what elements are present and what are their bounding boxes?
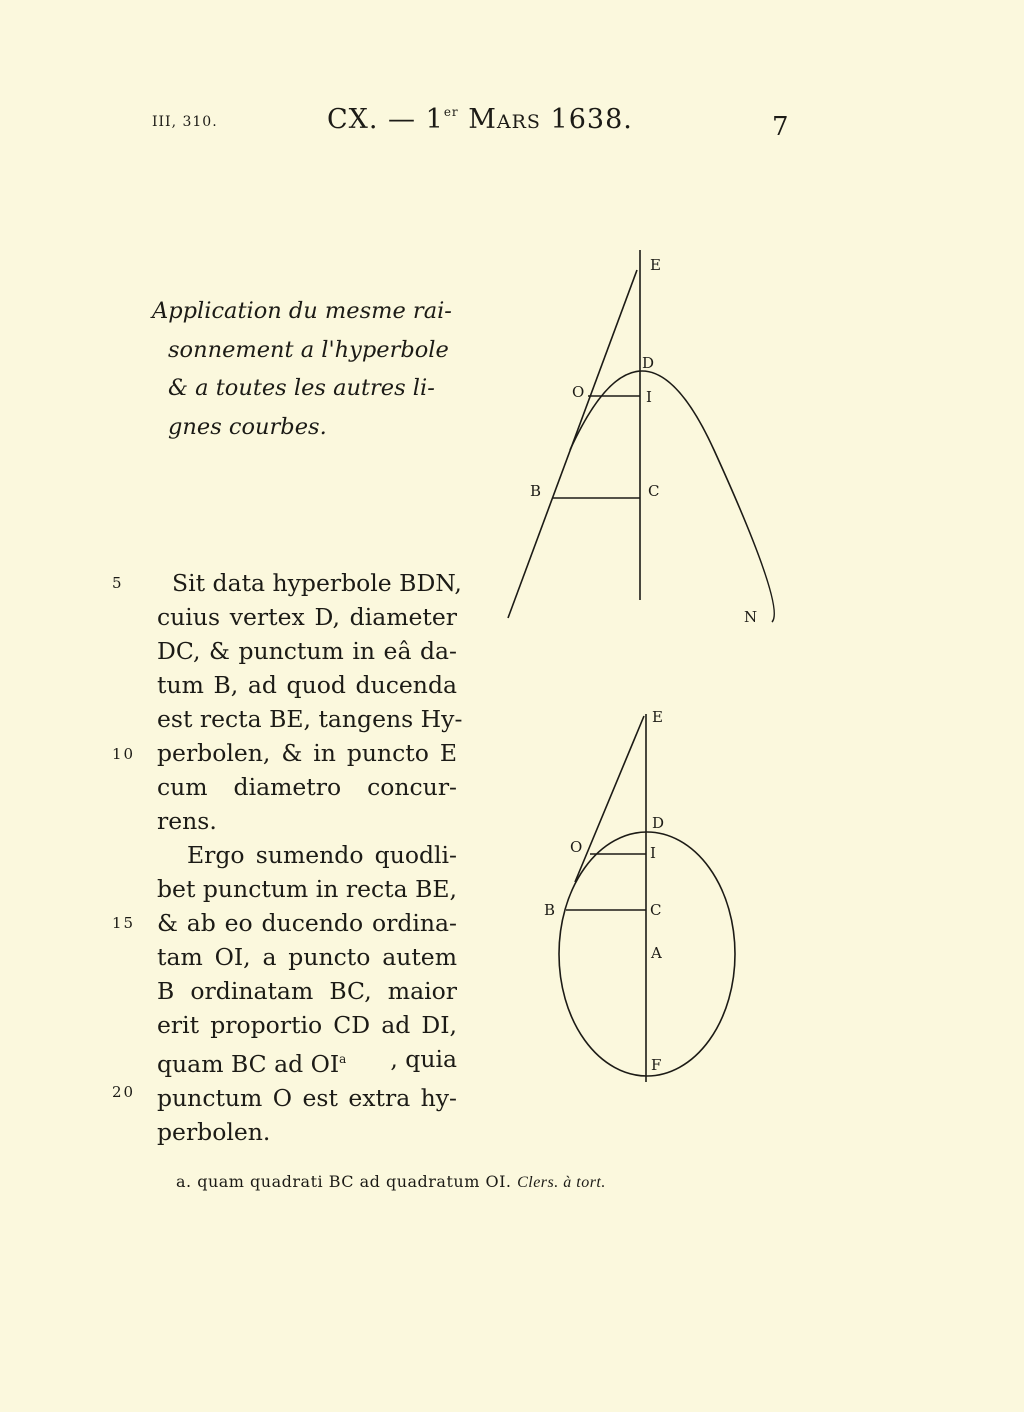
text-line: tum B, ad quod ducenda <box>157 671 457 699</box>
line-number: 10 <box>112 745 136 763</box>
text-line: perbolen. <box>157 1117 271 1146</box>
text-line: tam OI, a puncto autem <box>157 943 457 971</box>
margin-note-line: sonnement a l'hyperbole <box>168 336 449 363</box>
label-d: D <box>642 354 655 372</box>
label-b: B <box>544 901 556 919</box>
label-f: F <box>651 1056 662 1074</box>
label-e: E <box>650 256 661 274</box>
ellipse-curve <box>559 832 735 1076</box>
text-line: bet punctum in recta BE, <box>157 875 457 903</box>
footnote-source: Clers. à tort. <box>517 1174 606 1191</box>
text-line <box>157 1042 457 1081</box>
text-line: Sit data hyperbole BDN, <box>172 569 462 597</box>
footnote-marker: a <box>339 1052 347 1066</box>
text-line: B ordinatam BC, maior <box>157 977 457 1005</box>
line-number: 20 <box>112 1083 136 1101</box>
margin-note-line: Application du mesme rai- <box>152 298 452 324</box>
text-fragment: quam BC ad OI <box>157 1049 340 1078</box>
heading-month: Mars <box>468 104 541 135</box>
ellipse-figure <box>530 700 760 1100</box>
label-i: I <box>646 388 652 406</box>
text-line: & ab eo ducendo ordina- <box>157 909 457 937</box>
text-line: perbolen, & in puncto E <box>157 739 457 767</box>
label-b: B <box>530 482 542 500</box>
heading-numeral: CX. — 1 <box>327 104 444 135</box>
text-line: est recta BE, tangens Hy- <box>157 705 463 733</box>
hyperbola-curve <box>570 371 774 622</box>
margin-note-line: & a toutes les autres li- <box>168 375 435 401</box>
label-c: C <box>648 482 660 500</box>
text-line: rens. <box>157 807 217 835</box>
label-e: E <box>652 708 663 726</box>
label-a: A <box>651 944 662 962</box>
paragraph-1 <box>157 566 463 1149</box>
text-line: punctum O est extra hy- <box>157 1083 457 1112</box>
line-number: 5 <box>112 574 124 592</box>
text-line: DC, & punctum in eâ da- <box>157 637 457 665</box>
heading-superscript: er <box>443 105 459 119</box>
letter-heading <box>327 104 633 135</box>
text-fragment <box>157 1042 346 1081</box>
text-line: cuius vertex D, diameter <box>157 603 457 631</box>
label-n: N <box>744 608 758 626</box>
text-line: cum diametro concur- <box>157 773 457 801</box>
label-i: I <box>650 844 656 862</box>
label-c: C <box>650 901 662 919</box>
footnote-text: a. quam quadrati BC ad quadratum OI. <box>176 1172 512 1191</box>
margin-note-line: gnes courbes. <box>168 413 327 440</box>
page-number: 7 <box>772 112 789 142</box>
tangent-line-be <box>575 716 644 882</box>
heading-year: 1638. <box>540 104 633 135</box>
label-o: O <box>570 838 583 856</box>
line-number: 15 <box>112 914 136 932</box>
label-d: D <box>652 814 665 832</box>
footnote <box>176 1172 606 1192</box>
margin-note <box>152 292 457 446</box>
text-line: Ergo sumendo quodli- <box>187 841 457 869</box>
hyperbola-figure <box>490 240 790 640</box>
label-o: O <box>572 383 585 401</box>
text-line: erit proportio CD ad DI, <box>157 1011 457 1039</box>
page-reference: III, 310. <box>152 114 218 130</box>
text-fragment: , quia <box>390 1045 457 1073</box>
